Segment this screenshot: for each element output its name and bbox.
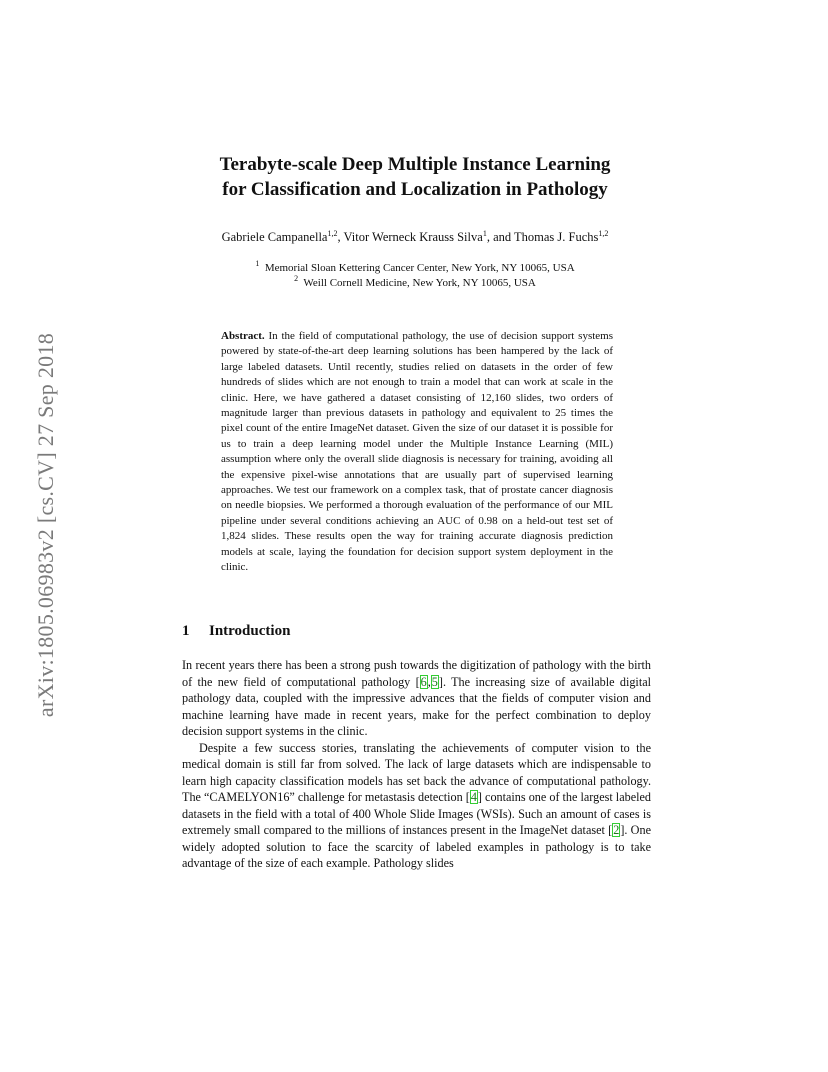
abstract: [221, 329, 613, 576]
citation-link[interactable]: 2: [613, 823, 620, 837]
body-text: [182, 657, 651, 872]
affiliation-2: [150, 274, 680, 289]
author-separator: ,: [337, 230, 344, 244]
author-separator: , and: [486, 230, 515, 244]
paragraph-text: Despite a few success stories, translating the achievements of computer vision to the medical domain is still far from solved. The lack of large datasets which are indispensable to learn high capacity classification models has set back the advance of computational pathology. The “CAMELYON16” challenge for metastasis detection [: [182, 740, 651, 804]
affiliation-text: Weill Cornell Medicine, New York, NY 10065, USA: [303, 277, 536, 289]
section-number: 1: [182, 623, 190, 639]
abstract-text: In the field of computational pathology, the use of decision support systems powered by state-of-the-art deep learning solutions has been hampered by the lack of large labeled datasets. Until recently, studies relied on datasets in the order of few hundreds of slides which are not enough to train a model that can work at scale in the clinic. Here, we have gathered a dataset consisting of 12,160 slides, two orders of magnitude larger than previous datasets in pathology and equivalent to 25 times the pixel count of the entire ImageNet dataset. Given the size of our dataset it is possible for us to train a deep learning model under the Multiple Instance Learning (MIL) assumption where only the overall slide diagnosis is necessary for training, avoiding all the expensive pixel-wise annotations that are usually part of supervised learning approaches. We test our framework on a complex task, that of prostate cancer diagnosis on needle biopsies. We performed a thorough evaluation of the performance of our MIL pipeline under several conditions achieving an AUC of 0.98 on a held-out test set of 1,824 slides. These results open the way for training accurate diagnosis prediction models at scale, laying the foundation for decision support system deployment in the clinic.: [221, 330, 614, 574]
author-affil-mark: 1: [482, 229, 487, 238]
title-line-1: Terabyte-scale Deep Multiple Instance Learning: [219, 154, 611, 175]
author-name: Vitor Werneck Krauss Silva: [343, 230, 483, 244]
author-list: [150, 229, 680, 245]
paper-title: [150, 152, 680, 202]
paragraph-text: ]. The increasing size of available digital pathology data, coupled with the impressive advances that the fields of computer vision and machine learning have made in recent years, make for the perfect combination to deploy decision support systems in the clinic.: [182, 674, 651, 738]
paragraph-1: In recent years there has been a strong push towards the digitization of pathology with the birth of the new field of computational pathology [6,5]. The increasing size of available digital pathology data, coupled with the impressive advances that the fields of computer vision and machine learning have made in recent years, make for the perfect combination to deploy decision support systems in the clinic.: [182, 658, 651, 738]
affiliation-text: Memorial Sloan Kettering Cancer Center, New York, NY 10065, USA: [264, 262, 575, 274]
title-line-2: for Classification and Localization in Pathology: [222, 179, 608, 200]
citation-link[interactable]: 4: [470, 790, 477, 804]
abstract-label: Abstract.: [221, 330, 265, 342]
affiliation-number: 2: [294, 274, 299, 283]
paragraph-text: ]. One widely adopted solution to face the scarcity of labeled examples in pathology is to take advantage of the size of each example. Pathology slides: [182, 823, 651, 870]
paragraph-text: ] contains one of the largest labeled datasets in the field with a total of 400 Whole Slide Images (WSIs). Such an amount of cases is extremely small compared to the millions of instances present in the ImageNet dataset [: [182, 790, 651, 837]
paragraph-text: In recent years there has been a strong push towards the digitization of pathology with the birth of the new field of computational pathology [: [182, 658, 651, 689]
author-name: Gabriele Campanella: [221, 230, 328, 244]
section-heading: [182, 623, 290, 640]
citation-link[interactable]: 6: [420, 674, 427, 689]
paragraph-2: [182, 740, 651, 872]
section-title: Introduction: [209, 623, 291, 639]
arxiv-identifier[interactable]: arXiv:1805.06983v2 [cs.CV] 27 Sep 2018: [33, 332, 58, 718]
author-affil-mark: 1,2: [327, 229, 338, 238]
citation-link[interactable]: 5: [431, 674, 438, 689]
author-name: Thomas J. Fuchs: [514, 230, 599, 244]
affiliation-1: [150, 259, 680, 274]
author-affil-mark: 1,2: [598, 229, 609, 238]
affiliation-number: 1: [255, 259, 260, 268]
